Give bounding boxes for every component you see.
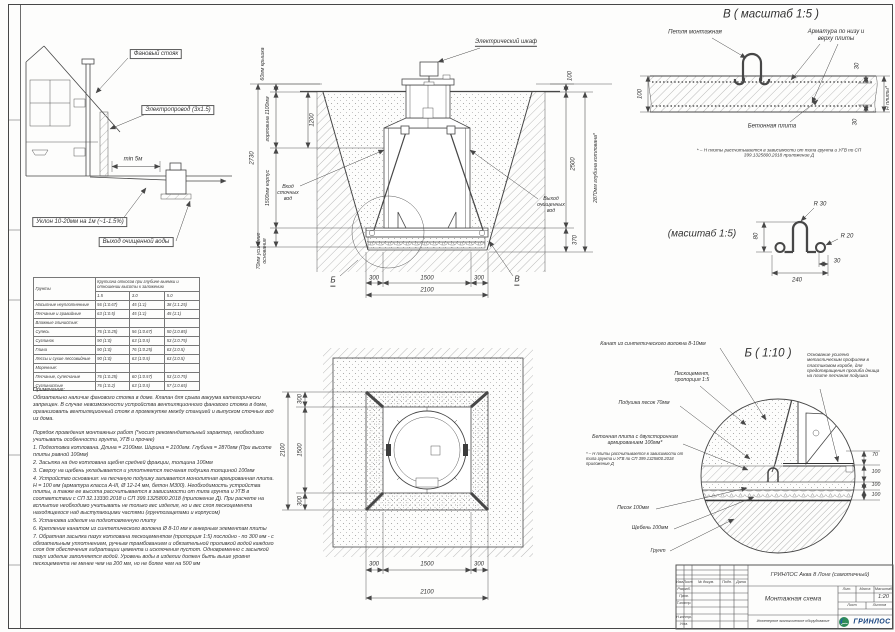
stamp-massa: Масса xyxy=(859,586,871,591)
dim-1200: 1200 xyxy=(309,113,316,127)
stamp-list: Лист xyxy=(683,579,693,584)
table-row: Насыпные неуплотненные 56 (1:0.67) 45 (1:1) 38 (1:1.25) xyxy=(34,301,200,310)
dim-100: 100 xyxy=(567,70,574,82)
notes-title: Примечание: xyxy=(33,387,65,393)
install-step: 1. Подготовка котлована. Длина = 2100мм. Ширина = 2100мм. Глубина = 2870мм (При высоте плиты равной 100мм) xyxy=(33,445,272,458)
house-view xyxy=(26,46,232,241)
grinlos-logo-icon xyxy=(838,616,850,628)
plan-dim-300b-left: 300 xyxy=(297,495,304,507)
plan-dim-1500-left: 1500 xyxy=(297,443,304,457)
table-row: Песчаные, супесчаные 76 (1:0.25) 60 (1:0.57) 53 (1:0.75) xyxy=(34,373,200,382)
brand-name: ГРИНЛОС xyxy=(853,618,891,626)
depth-cell: 3.0 xyxy=(130,292,165,301)
table-row: Суглинок 90 (1:0) 63 (1:0.5) 53 (1:0.75) xyxy=(34,337,200,346)
section-dim-1500: 1500 xyxy=(420,275,434,282)
stamp-podp: Подп. xyxy=(722,579,732,584)
detail-v-dim-30-top: 30 xyxy=(854,62,861,70)
install-step: 6. Крепление канатом из синтетического волокна Ø 8-10 мм к анкерным элементам плиты xyxy=(33,525,267,532)
hook-dim-240: 240 xyxy=(791,277,803,284)
install-step: 4. Устройство основания: на песчаную подушку заливается монолитная армированная плита. Н = 100 мм (арматура класса А-III, Ø 12-14 мм, бетон М300). Необходимость устройства плиты, а также ее высота рассчитывается в зависимости от типа грунта и УГВ в соответствии с СП 32.13330.2018 и СП 399.1325800.2018 (приложение Д). При расчете на всплытие необходимо учитывать не только вес изделия, но и вес слоя пескоцемента находящегося над выступающими частями (грунтозацепами и корпусом) xyxy=(33,475,274,516)
stamp-tkontr: Т.контр. xyxy=(676,600,692,605)
hook-r30-label: R 30 xyxy=(813,201,827,208)
slab-footnote: * – Н плиты рассчитывается в зависимости от типа грунта и УГВ по СП 399.1325800.2018 приложение Д xyxy=(586,450,684,466)
rope-label: Канат из синтетического волокна 8-10мм xyxy=(600,341,706,348)
plan-dim-2100-bottom: 2100 xyxy=(420,589,434,596)
install-step: 5. Установка изделия на подготовленную плиту xyxy=(33,517,157,524)
lid-dim-label: 60мм крышка xyxy=(260,47,267,81)
product-name: ГРИНЛОС Аква 8 Лонг (самотечный) xyxy=(770,571,870,578)
detail-b-dim-100c: 100 xyxy=(871,492,881,499)
notes-paragraph: Обязательно наличие фанового стояка в доме. Клапан для срыва вакуума категорически запрещен. В случае невозможности устройства вентиляционного фанового стояка в доме, организовать вентиляционный стояк в промежутке между станцией и выпуском сточных вод из дома. xyxy=(33,394,274,422)
table-row: Песчаные и гравийные 63 (1:0.5) 45 (1:1) 45 (1:1) xyxy=(34,310,200,319)
detail-b-dim-70: 70 xyxy=(872,452,878,459)
hook-detail xyxy=(753,208,838,276)
rebar-label: Арматура по низу и верху плиты xyxy=(807,29,865,42)
sand-cushion-label: Подушка песок 70мм xyxy=(618,400,670,407)
section-view xyxy=(250,48,612,298)
base-note-label: Основание усилено металлическим профилем в пластиковом коробе, для предотвращения прогиба днища на плите песчаная подушка xyxy=(807,351,880,378)
depth-cell: 5.0 xyxy=(165,292,200,301)
section-dim-2100: 2100 xyxy=(420,287,434,294)
plan-dim-1500-bottom: 1500 xyxy=(420,561,434,568)
table-col-groups: Грунты xyxy=(34,278,96,301)
detail-v xyxy=(637,38,890,122)
slab-reinforced-label: Бетонная плита с двухсторонним армированием 100мм* xyxy=(592,434,678,446)
sand-layer-label: Песок 100мм xyxy=(617,505,649,512)
table-row: Супесь 76 (1:0.25) 56 (1:0.67) 50 (1:0.85) xyxy=(34,328,200,337)
slab-height-label: Н плиты* xyxy=(885,85,892,111)
plan-dim-2100-left: 2100 xyxy=(280,443,287,457)
plan-dim-300a-bottom: 300 xyxy=(368,561,380,568)
install-order-title: Порядок проведения монтажных работ (*носит рекомендательный характер, необходимо учитывать особенности грунта, УГВ и прочее) xyxy=(33,430,264,444)
stamp-lit: Лит. xyxy=(842,586,852,591)
table-header-row xyxy=(34,278,200,292)
hook-dim-30: 30 xyxy=(833,258,841,265)
electrical-cabinet-label: Электрический шкаф xyxy=(475,39,537,47)
callout-b-label: Б xyxy=(330,275,336,285)
slope-table xyxy=(33,277,200,391)
callout-v-label: В xyxy=(514,274,520,284)
stamp-doc: № докум. xyxy=(697,579,715,584)
detail-b-dim-100a: 100 xyxy=(871,469,881,476)
stamp-data: Дата xyxy=(736,579,746,584)
table-row: Суглинистые 76 (1:0.2) 63 (1:0.5) 57 (1:0.65) xyxy=(34,382,200,391)
stamp-list2: Лист xyxy=(847,602,857,607)
table-row: Моренные: xyxy=(34,364,200,373)
dim-370: 370 xyxy=(572,234,579,246)
install-step: 2. Засыпка на дно котлована щебня средней фракции, толщина 100мм xyxy=(33,459,213,466)
table-row: Влажные глинистые: xyxy=(34,319,200,328)
section-dim-300b: 300 xyxy=(473,275,485,282)
stamp-razrab: Разраб. xyxy=(677,586,691,591)
min-distance-label: min 5м xyxy=(123,156,143,163)
plan-dim-300a-left: 300 xyxy=(297,393,304,405)
pit-depth-label: 2870мм глубина котлована* xyxy=(593,133,600,203)
notes-block xyxy=(33,387,274,569)
clean-water-outlet-label: Выход очищенной воды xyxy=(99,237,174,247)
mounting-loop-label: Петля монтажная xyxy=(668,29,722,36)
body-dim-label: 1500мм корпус xyxy=(265,169,272,207)
hook-dim-80: 80 xyxy=(753,232,760,240)
detail-v-dim-100: 100 xyxy=(637,88,644,100)
stamp-listov: Листов xyxy=(872,602,887,607)
dim-2730: 2730 xyxy=(249,151,256,165)
soil-label: Грунт xyxy=(650,548,666,555)
plan-dim-300b-bottom: 300 xyxy=(473,561,485,568)
electrical-wire-label: Электропровод (3х1.5) xyxy=(141,105,214,115)
hook-detail-title: (масштаб 1:5) xyxy=(667,228,737,240)
install-step: 7. Обратная засыпка пазух котлована пескоцементом (пропорция 1:5) послойно - по 300 мм - с обязательным уплотнением, ручным трамбованием и обязательной проливкой водой каждого слоя для обеспечения гидратации цемента и исключения пустот. Одновременно с засыпкой пазух изделие заполняется водой. Уровень воды в изделии должен быть выше уровня пескоцемента не менее чем на 200 мм, но не более чем на 500 мм xyxy=(33,533,274,568)
concrete-slab-label: Бетонная плита xyxy=(747,123,797,130)
inlet-label: Вход сточных вод xyxy=(277,184,299,202)
gravel-layer-label: Щебень 100мм xyxy=(631,525,669,532)
outlet-label: Выход очищенных вод xyxy=(537,196,565,214)
plan-view xyxy=(282,348,533,600)
pescocement-label: Пескоцемент, пропорция 1:5 xyxy=(674,371,710,383)
stamp-prov: Пров. xyxy=(679,593,689,598)
dim-2500: 2500 xyxy=(570,157,577,171)
company-slogan: Инженерное экологическое оборудование xyxy=(756,619,830,624)
detail-v-footnote: * – Н плиты рассчитывается в зависимости от типа грунта и УГВ по СП 399.1325800.2018 приложение Д xyxy=(696,147,862,158)
detail-b-title: Б ( 1:10 ) xyxy=(744,347,792,360)
depth-cell: 1.5 xyxy=(95,292,130,301)
stamp-izm: Изм. xyxy=(676,579,684,584)
drawing-scale: 1:20 xyxy=(878,593,889,600)
table-row: Лессы и сухие лессовидные 90 (1:0) 63 (1:0.5) 63 (1:0.5) xyxy=(34,355,200,364)
install-step: 3. Сверху на щебень укладывается и уплотняется песчаная подушка толщиной 100мм xyxy=(33,467,255,474)
detail-b-dim-100b: 100 xyxy=(871,482,881,489)
table-row: Глина 90 (1:0) 76 (1:0.25) 63 (1:0.5) xyxy=(34,346,200,355)
base-reinforcement-label: 70мм усиление основания xyxy=(256,232,268,270)
slope-label: Уклон 10-20мм на 1м (~1-1.5%) xyxy=(32,217,127,227)
detail-v-title: В ( масштаб 1:5 ) xyxy=(723,8,819,21)
neck-dim-label: горловина 1100мм xyxy=(265,96,272,142)
detail-v-dim-30-bottom: 30 xyxy=(852,118,859,126)
stamp-utv: Утв. xyxy=(679,621,689,626)
vent-stack-label: Фановый стояк xyxy=(130,49,182,59)
hook-r20-label: R 20 xyxy=(840,233,854,240)
section-dim-300a: 300 xyxy=(368,275,380,282)
stamp-nkontr: Н.контр. xyxy=(676,614,692,619)
table-col-span: Крутизна откосов при глубине выемки и отношении высоты к заложению xyxy=(95,278,199,292)
document-title: Монтажная схема xyxy=(764,595,822,603)
stamp-masshtab: Масштаб xyxy=(874,586,893,591)
